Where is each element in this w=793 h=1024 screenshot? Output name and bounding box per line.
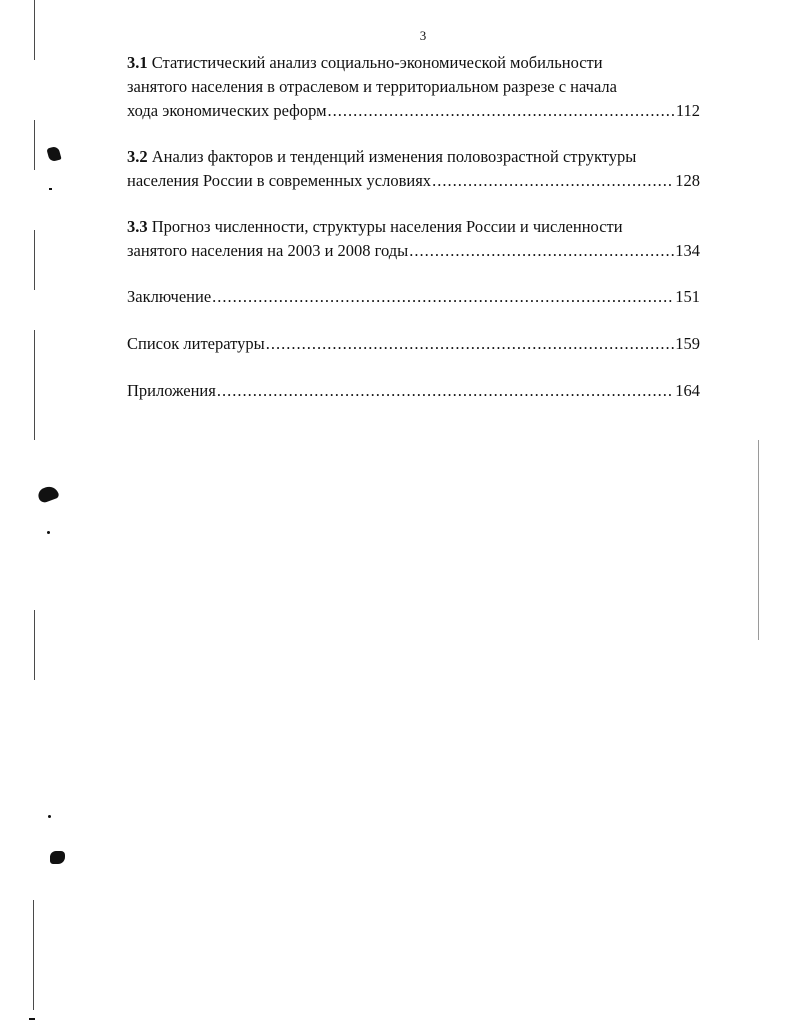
scan-margin-line: [34, 330, 35, 440]
scan-blot: [50, 851, 65, 864]
toc-entry-conclusion[interactable]: [127, 285, 700, 309]
toc-entry-bibliography[interactable]: [127, 332, 700, 356]
dot-leader: [432, 169, 674, 193]
scan-blot: [48, 815, 51, 818]
toc-entry-title-line: Статистический анализ социально-экономической мобильности: [151, 53, 603, 72]
toc-entry-3-3[interactable]: [127, 215, 700, 263]
toc-page-number: 128: [675, 171, 700, 190]
toc-entry-title: Приложения: [127, 381, 216, 400]
scan-margin-line: [33, 900, 34, 1010]
toc-entry-title: Заключение: [127, 287, 212, 306]
toc-page-number: 164: [675, 381, 700, 400]
dot-leader: [212, 285, 674, 309]
toc-entry-number: 3.2: [127, 147, 148, 166]
dot-leader: [217, 379, 674, 403]
toc-entry-3-1[interactable]: [127, 51, 700, 123]
dot-leader: [409, 239, 674, 263]
toc-entry-appendices[interactable]: [127, 379, 700, 403]
toc-entry-title-line: Анализ факторов и тенденций изменения половозрастной структуры: [151, 147, 637, 166]
toc-entry-title-line: Прогноз численности, структуры населения России и численности: [151, 217, 623, 236]
dot-leader: [266, 332, 675, 356]
scan-blot: [46, 146, 61, 163]
toc-entry-title-line: занятого населения в отраслевом и территориальном разрезе с начала: [127, 77, 617, 96]
toc-entry-title-line: хода экономических реформ: [127, 101, 327, 120]
toc-page-number: 159: [675, 334, 700, 353]
toc-entry-title: Список литературы: [127, 334, 265, 353]
scan-blot: [29, 1018, 35, 1020]
toc-entry-number: 3.1: [127, 53, 148, 72]
scan-margin-line: [34, 230, 35, 290]
page-number: 3: [419, 28, 427, 43]
scan-margin-line: [34, 120, 35, 170]
toc-entry-number: 3.3: [127, 217, 148, 236]
toc-entry-3-2[interactable]: [127, 145, 700, 193]
toc-page-number: 112: [675, 101, 700, 120]
toc-page-number: 151: [675, 287, 700, 306]
table-of-contents: [127, 51, 700, 403]
scan-margin-line: [34, 610, 35, 680]
scan-margin-line: [758, 440, 759, 640]
scan-blot: [49, 188, 52, 190]
scan-blot: [47, 531, 50, 534]
toc-entry-title-line: занятого населения на 2003 и 2008 годы: [127, 241, 409, 260]
toc-entry-title-line: населения России в современных условиях: [127, 171, 432, 190]
toc-page-number: 134: [675, 241, 700, 260]
scan-blot: [36, 484, 60, 504]
dot-leader: [328, 99, 675, 123]
